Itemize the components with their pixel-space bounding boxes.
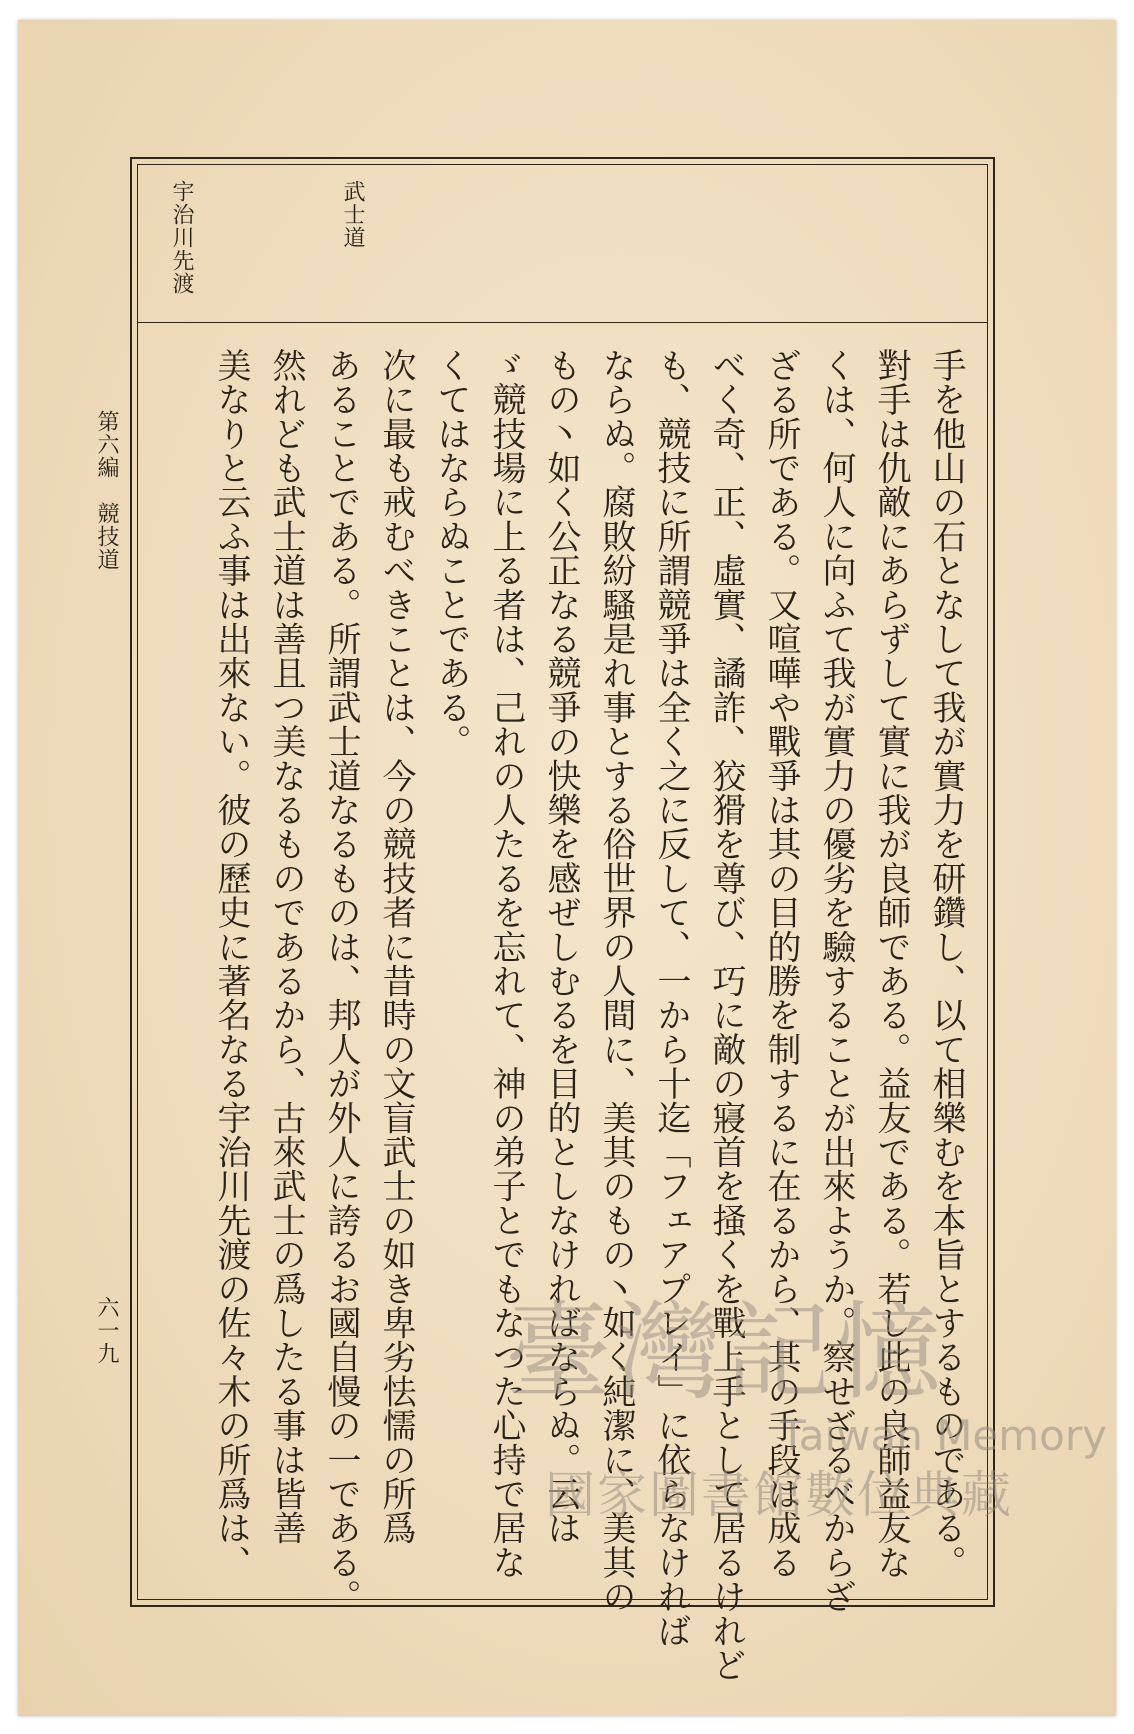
header-divider <box>137 322 988 323</box>
body-column: くは、何人に向ふて我が實力の優劣を驗することが出來ようか。察せざるべからざ <box>816 348 856 1614</box>
body-column: ならぬ。腐敗紛騷是れ事とする俗世界の人間に、美其のもの丶如く純潔に、美其の <box>596 348 636 1614</box>
body-column: もの丶如く公正なる競爭の快樂を感ぜしむるを目的としなければならぬ。云は <box>541 348 581 1545</box>
body-column: 手を他山の石となして我が實力を研鑽し、以て相樂むを本旨とするものである。 <box>926 348 966 1580</box>
body-column: も、競技に所謂競爭は全く之に反して、一から十迄「フェアプレイ」に依らなければ <box>651 348 691 1648</box>
body-column: ざる所である。又喧嘩や戰爭は其の目的勝を制するに在るから、其の手段は成る <box>761 348 801 1580</box>
page-number: 六一九 <box>94 1296 119 1365</box>
body-column: 美なりと云ふ事は出來ない。彼の歷史に著名なる宇治川先渡の佐々木の所爲は、 <box>211 348 251 1580</box>
chapter-title: 第六編 競技道 <box>94 410 119 571</box>
body-column: 然れども武士道は善且つ美なるものであるから、古來武士の爲したる事は皆善 <box>266 348 306 1545</box>
body-column: 對手は仇敵にあらずして實に我が良師である。益友である。若し此の良師益友な <box>871 348 911 1580</box>
watermark-english: Taiwan Memory <box>780 1411 1107 1460</box>
running-title: 武士道 <box>340 180 365 249</box>
watermark-subtitle: 國家圖書館數位典藏 <box>545 1466 1013 1524</box>
body-column: 次に最も戒むべきことは、今の競技者に昔時の文盲武士の如き卑劣怯懦の所爲 <box>376 348 416 1545</box>
body-column: あることである。所謂武士道なるものは、邦人が外人に誇るお國自慢の一である。 <box>321 348 361 1614</box>
body-column: べく奇、正、虛實、譎詐、狡猾を尊び、巧に敵の寢首を掻くを戰上手として居るけれど <box>706 348 746 1682</box>
body-column: くてはならぬことである。 <box>431 348 471 759</box>
body-column: ゞ競技場に上る者は、己れの人たるを忘れて、神の弟子とでもなつた心持で居な <box>486 348 526 1580</box>
section-title: 宇治川先渡 <box>169 180 194 295</box>
watermark-logo: 臺灣記憶 <box>505 1291 945 1414</box>
